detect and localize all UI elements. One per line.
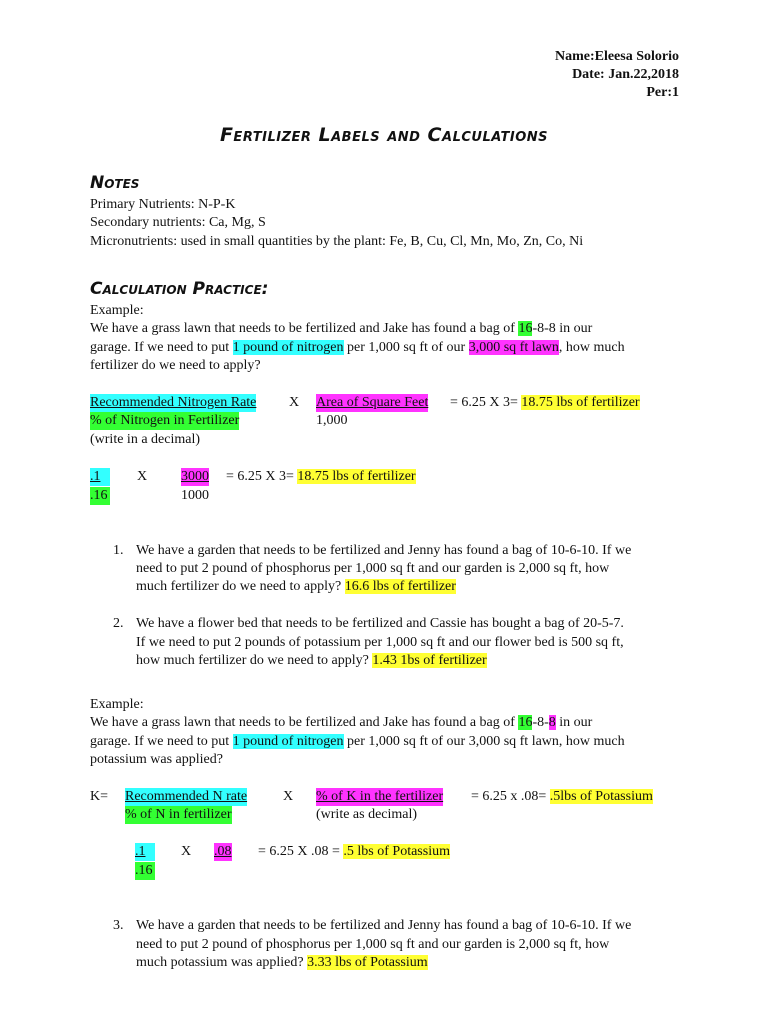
text: = 6.25 X .08 = bbox=[258, 844, 340, 859]
text: garage. If we need to put bbox=[90, 734, 233, 749]
question-3-line-1: We have a garden that needs to be fertilized and Jenny has found a bag of 10-6-10. If we bbox=[136, 918, 632, 933]
formula-result: .5lbs of Potassium bbox=[549, 789, 653, 804]
numeric-3000: 3000 bbox=[181, 469, 209, 484]
text: per 1,000 sq ft of our 3,000 sq ft lawn, how much bbox=[343, 734, 625, 749]
numeric-rate: .1 bbox=[90, 468, 110, 486]
numeric-result: .5 lbs of Potassium bbox=[343, 844, 450, 859]
example-1-line-3: fertilizer do we need to apply? bbox=[90, 358, 261, 373]
question-2-line-1: We have a flower bed that needs to be fertilized and Cassie has bought a bag of 20-5-7. bbox=[136, 616, 624, 631]
question-1-number: 1. bbox=[113, 543, 124, 558]
numeric-percent: .16 bbox=[135, 862, 155, 880]
example-2-line-1 bbox=[90, 714, 592, 732]
example-2-line-2 bbox=[90, 733, 625, 751]
numeric-08: .08 bbox=[214, 844, 232, 859]
numeric-calc bbox=[258, 843, 450, 861]
formula-k-percent: % of K in the fertilizer bbox=[316, 789, 444, 804]
example-2-label: Example: bbox=[90, 697, 144, 712]
primary-nutrients: Primary Nutrients: N-P-K bbox=[90, 197, 236, 212]
numeric-times: X bbox=[181, 844, 192, 859]
formula-n-percent: % of N in fertilizer bbox=[125, 807, 232, 822]
text: -8- bbox=[532, 715, 549, 730]
text: We have a grass lawn that needs to be fertilized and Jake has found a bag of bbox=[90, 321, 519, 336]
formula-area: Area of Square Feet bbox=[316, 395, 429, 410]
text: = 6.25 X 3= bbox=[226, 469, 294, 484]
k-label: K= bbox=[90, 789, 109, 804]
text: per 1,000 sq ft of our bbox=[343, 340, 469, 355]
text: = 6.25 x .08= bbox=[471, 789, 547, 804]
example-1-label: Example: bbox=[90, 303, 144, 318]
text: We have a grass lawn that needs to be fertilized and Jake has found a bag of bbox=[90, 715, 519, 730]
question-2-line-3 bbox=[136, 652, 487, 670]
question-2-line-2: If we need to put 2 pounds of potassium per 1,000 sq ft and our flower bed is 500 sq ft, bbox=[136, 635, 624, 650]
question-3-number: 3. bbox=[113, 918, 124, 933]
text: , how much bbox=[558, 340, 625, 355]
text: much fertilizer do we need to apply? bbox=[136, 579, 345, 594]
page-title: Fertilizer Labels and Calculations bbox=[219, 124, 549, 146]
highlight-rate: 1 pound of nitrogen bbox=[232, 734, 344, 749]
question-3-line-3 bbox=[136, 954, 428, 972]
formula-recommended-rate: Recommended Nitrogen Rate bbox=[90, 395, 257, 410]
text: how much fertilizer do we need to apply? bbox=[136, 653, 373, 668]
text: much potassium was applied? bbox=[136, 955, 308, 970]
highlight-potassium-value: 8 bbox=[548, 715, 556, 730]
practice-heading: Calculation Practice: bbox=[90, 279, 269, 299]
period: Per:1 bbox=[646, 85, 679, 100]
formula-note: (write as decimal) bbox=[316, 807, 418, 822]
question-1-line-2: need to put 2 pound of phosphorus per 1,000 sq ft and our garden is 2,000 sq ft, how bbox=[136, 561, 610, 576]
formula-1000: 1,000 bbox=[316, 413, 348, 428]
numeric-calc bbox=[226, 468, 416, 486]
secondary-nutrients: Secondary nutrients: Ca, Mg, S bbox=[90, 215, 266, 230]
formula-times: X bbox=[289, 395, 300, 410]
highlight-nitrogen-value: 16 bbox=[518, 321, 533, 336]
numeric-times: X bbox=[137, 469, 148, 484]
text: = 6.25 X 3= bbox=[450, 395, 518, 410]
highlight-area: 3,000 sq ft lawn bbox=[468, 340, 559, 355]
numeric-1000: 1000 bbox=[181, 488, 209, 503]
question-2-number: 2. bbox=[113, 616, 124, 631]
formula-nitrogen-percent: % of Nitrogen in Fertilizer bbox=[90, 413, 240, 428]
formula-note: (write in a decimal) bbox=[90, 432, 201, 447]
text: -8-8 in our bbox=[532, 321, 593, 336]
text: in our bbox=[555, 715, 593, 730]
question-1-line-3 bbox=[136, 578, 456, 596]
example-2-line-3: potassium was applied? bbox=[90, 752, 223, 767]
text: garage. If we need to put bbox=[90, 340, 233, 355]
numeric-result: 18.75 lbs of fertilizer bbox=[297, 469, 416, 484]
micronutrients: Micronutrients: used in small quantities by the plant: Fe, B, Cu, Cl, Mn, Mo, Zn, Co, Ni bbox=[90, 234, 584, 249]
formula-calc bbox=[450, 394, 640, 412]
question-3-answer: 3.33 lbs of Potassium bbox=[307, 955, 428, 970]
formula-recommended-n-rate: Recommended N rate bbox=[125, 789, 248, 804]
question-3-line-2: need to put 2 pound of phosphorus per 1,000 sq ft and our garden is 2,000 sq ft, how bbox=[136, 937, 610, 952]
formula-times: X bbox=[283, 789, 294, 804]
formula-calc bbox=[471, 788, 653, 806]
highlight-nitrogen-value: 16 bbox=[518, 715, 533, 730]
question-1-line-1: We have a garden that needs to be fertilized and Jenny has found a bag of 10-6-10. If we bbox=[136, 543, 632, 558]
student-name: Name:Eleesa Solorio bbox=[554, 49, 679, 64]
example-1-line-1 bbox=[90, 320, 592, 338]
formula-result: 18.75 lbs of fertilizer bbox=[521, 395, 640, 410]
numeric-percent: .16 bbox=[90, 487, 110, 505]
question-2-answer: 1.43 1bs of fertilizer bbox=[372, 653, 487, 668]
notes-heading: Notes bbox=[90, 173, 140, 193]
highlight-rate: 1 pound of nitrogen bbox=[232, 340, 344, 355]
numeric-rate: .1 bbox=[135, 843, 155, 861]
date: Date: Jan.22,2018 bbox=[572, 67, 679, 82]
question-1-answer: 16.6 lbs of fertilizer bbox=[344, 579, 456, 594]
example-1-line-2 bbox=[90, 339, 625, 357]
